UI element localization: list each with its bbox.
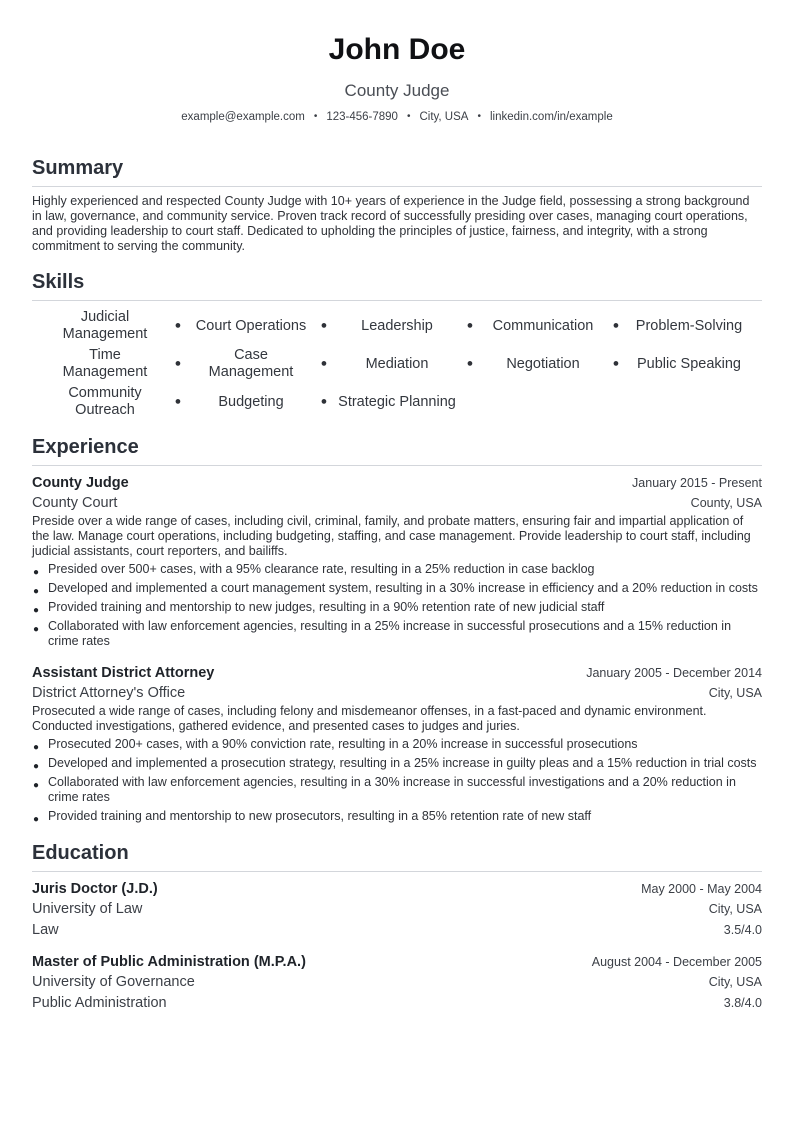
job-description: Prosecuted a wide range of cases, including felony and misdemeanor offenses, in a fast-paced and dynamic environment. Conducted investigations, gathered evidence, and presented cases to judges and juries. [32,704,707,733]
skill-item [320,385,470,419]
skill-item [320,309,470,343]
bullet-icon: ● [33,605,40,616]
entry-org-row [32,493,762,514]
job-role: Assistant District Attorney [32,665,215,681]
job-organization: County Court [32,495,118,511]
skill-label: Judicial Management [62,309,148,342]
skill-item [32,347,178,381]
skill-item [320,347,470,381]
achievement-text: Developed and implemented a court management system, resulting in a 30% increase in efficiency and a 20% reduction in costs [48,581,758,595]
section-divider [32,465,762,466]
contact-location: City, USA [419,111,469,123]
degree-dates: August 2004 - December 2005 [591,955,762,969]
separator-dot: • [406,111,411,122]
list-item [32,756,762,771]
gpa: 3.5/4.0 [723,923,762,937]
job-description: Preside over a wide range of cases, including civil, criminal, family, and probate matters, ensuring fair and impartial application of the law. Manage court operations, including budgeting, staffing, and case management. Provide leadership to court staff, including judicial assistants, court reporters, and bailiffs. [32,514,751,558]
list-item [32,600,762,615]
bullet-icon: ● [320,319,328,332]
education-entry [32,953,762,1014]
contact-phone: 123-456-7890 [326,111,398,123]
list-item [32,581,762,596]
bullet-icon: ● [466,319,474,332]
skill-item [174,385,324,419]
school-location: City, USA [708,902,762,916]
skills-section [32,270,762,419]
skill-label: Negotiation [506,355,580,372]
bullet-icon: ● [320,395,328,408]
list-item [32,809,762,824]
bullet-icon: ● [33,624,40,635]
bullet-icon: ● [612,357,620,370]
field-row [32,993,762,1014]
field-row [32,920,762,941]
bullet-icon: ● [33,814,40,825]
contact-email: example@example.com [181,111,305,123]
school-location: City, USA [708,975,762,989]
entry-header-row [32,664,762,683]
skill-item [32,385,178,419]
skill-label: Communication [492,317,594,334]
entry-header-row [32,880,762,899]
section-heading: Education [32,842,129,864]
achievement-text: Presided over 500+ cases, with a 95% clearance rate, resulting in a 25% reduction in case backlog [48,562,595,576]
school-name: University of Governance [32,974,195,990]
degree-name: Juris Doctor (J.D.) [32,881,158,897]
list-item [32,619,762,649]
achievement-text: Prosecuted 200+ cases, with a 90% conviction rate, resulting in a 20% increase in successful prosecutions [48,737,638,751]
section-heading: Summary [32,157,124,179]
field-of-study: Public Administration [32,995,167,1011]
experience-section [32,435,762,824]
summary-section [32,156,762,254]
separator-dot: • [313,111,318,122]
candidate-title: County Judge [344,81,450,100]
entry-org-row [32,683,762,704]
job-dates: January 2005 - December 2014 [586,666,762,680]
bullet-icon: ● [33,780,40,791]
bullet-icon: ● [174,357,182,370]
list-item [32,775,762,805]
contact-line [32,110,762,124]
skill-label: Leadership [361,317,433,334]
bullet-icon: ● [466,357,474,370]
bullet-icon: ● [33,761,40,772]
school-name: University of Law [32,901,143,917]
job-dates: January 2015 - Present [632,476,762,490]
skill-label: Budgeting [218,393,284,410]
contact-linkedin: linkedin.com/in/example [489,111,613,123]
achievement-list [32,562,762,649]
experience-entry [32,664,762,824]
skill-item [174,309,324,343]
skill-item [466,347,616,381]
bullet-icon: ● [612,319,620,332]
section-heading: Skills [32,271,85,293]
entry-header-row [32,474,762,493]
resume-header [32,0,762,124]
entry-header-row [32,953,762,972]
bullet-icon: ● [320,357,328,370]
bullet-icon: ● [174,395,182,408]
degree-name: Master of Public Administration (M.P.A.) [32,954,306,970]
education-section [32,841,762,1014]
bullet-icon: ● [174,319,182,332]
separator-dot: • [477,111,481,122]
achievement-list [32,737,762,824]
list-item [32,562,762,577]
bullet-icon: ● [33,742,40,753]
achievement-text: Provided training and mentorship to new judges, resulting in a 90% retention rate of new judicial staff [48,600,605,614]
summary-text: Highly experienced and respected County Judge with 10+ years of experience in the Judge field, possessing a strong background in law, governance, and community service. Proven track record of successfully presiding over cases, managing court operations, and providing leadership to court staff. Dedicated to upholding the principles of justice, fairness, and integrity, with a strong commitment to serving the community. [32,194,750,253]
skill-label: Community Outreach [68,385,142,418]
school-row [32,972,762,993]
job-location: County, USA [690,496,762,510]
field-of-study: Law [32,922,59,938]
skill-item [612,309,762,343]
achievement-text: Developed and implemented a prosecution strategy, resulting in a 25% increase in guilty pleas and a 15% reduction in trial costs [48,756,757,770]
skill-label: Problem-Solving [635,317,743,334]
achievement-text: Collaborated with law enforcement agencies, resulting in a 30% increase in successful investigations and a 20% reduction in crime rates [48,775,736,804]
skill-label: Strategic Planning [338,393,456,410]
skill-item [612,347,762,381]
skills-grid [32,309,762,419]
skill-label: Case Management [208,347,294,380]
section-divider [32,871,762,872]
bullet-icon: ● [33,586,40,597]
gpa: 3.8/4.0 [723,996,762,1010]
experience-entry [32,474,762,649]
skill-label: Mediation [365,355,429,372]
skill-label: Court Operations [195,317,307,334]
achievement-text: Collaborated with law enforcement agencies, resulting in a 25% increase in successful prosecutions and a 15% reduction in crime rates [48,619,732,648]
skill-label: Public Speaking [637,355,741,372]
skill-item [466,309,616,343]
job-organization: District Attorney's Office [32,685,186,701]
school-row [32,899,762,920]
education-entry [32,880,762,941]
skill-item [174,347,324,381]
bullet-icon: ● [33,567,40,578]
skill-item [32,309,178,343]
candidate-name: John Doe [328,33,466,66]
section-divider [32,186,762,187]
section-heading: Experience [32,436,139,458]
degree-dates: May 2000 - May 2004 [641,882,762,896]
list-item [32,737,762,752]
job-location: City, USA [708,686,762,700]
job-role: County Judge [32,475,129,491]
section-divider [32,300,762,301]
skill-label: Time Management [62,347,148,380]
achievement-text: Provided training and mentorship to new prosecutors, resulting in a 85% retention rate of new staff [48,809,592,823]
